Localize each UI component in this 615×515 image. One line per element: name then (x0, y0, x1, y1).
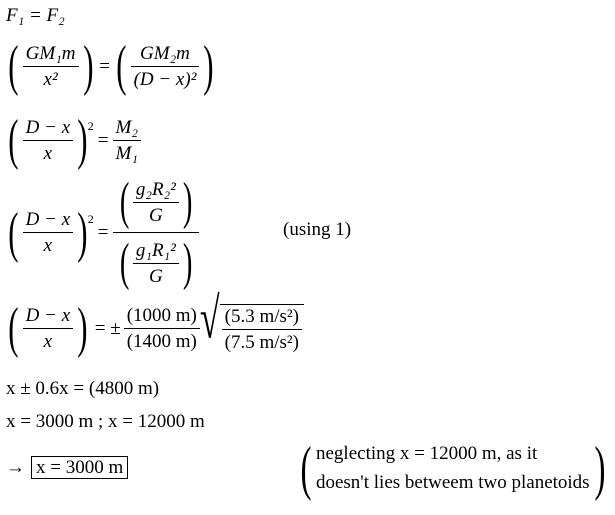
note-line-2: doesn't lies betweem two planetoids (315, 472, 590, 493)
equation-gravity-equal: ( $\frac{\text{GM₁m}}{\text{x²}}$ ) = ( $\frac{\text{GM₂m}}{\text{(D − x)²}}$ ) (8, 35, 214, 97)
final-answer (6, 456, 128, 479)
arrow-icon: → (6, 457, 25, 478)
fraction-right: $\frac{\text{GM₂m}}{\text{(D − x)²}}$ (131, 44, 200, 89)
equation-substitution: ( $\frac{D - x}{x}$ ) 2 = ( $\frac{\text{g₂R₂²}}{G}$ ) ( $\frac{\text{g₁R₁²}}{G}$ ) (4, 176, 199, 289)
equation-solutions: x = 3000 m ; x = 12000 m (6, 411, 205, 432)
square-root: √ $\frac{\text{(5.3 m/s²)}}{\text{(7.5 m/s²)}}$ (200, 304, 304, 352)
boxed-answer: x = 3000 m (31, 456, 128, 479)
using-note: (using 1) (283, 219, 352, 240)
compound-fraction: ( $\frac{\text{g₂R₂²}}{G}$ ) ( $\frac{\text{g₁R₁²}}{G}$ ) (113, 176, 200, 289)
neglect-note: ( neglecting x = 12000 m, as it doesn't lies betweem two planetoids ) (300, 435, 606, 501)
equation-square-root: ( $\frac{D - x}{x}$ ) = ± $\frac{(1000 m)}{(1400 m)}$ √ $\frac{\text{(5.3 m/s²)}}{\text{(7.5 m/s²)}}$ (4, 300, 304, 356)
fraction-left: $\frac{\text{GM₁m}}{\text{x²}}$ (23, 44, 79, 89)
equation-ratio-squared: ( $\frac{D - x}{x}$ ) 2 = $\frac{\text{M₂}}{\text{M₁}}$ (4, 112, 141, 168)
note-line-1: neglecting x = 12000 m, as it (315, 443, 538, 464)
equation-force-balance: F₁ = F₂ (6, 5, 65, 26)
equation-linear: x ± 0.6x = (4800 m) (6, 378, 160, 399)
